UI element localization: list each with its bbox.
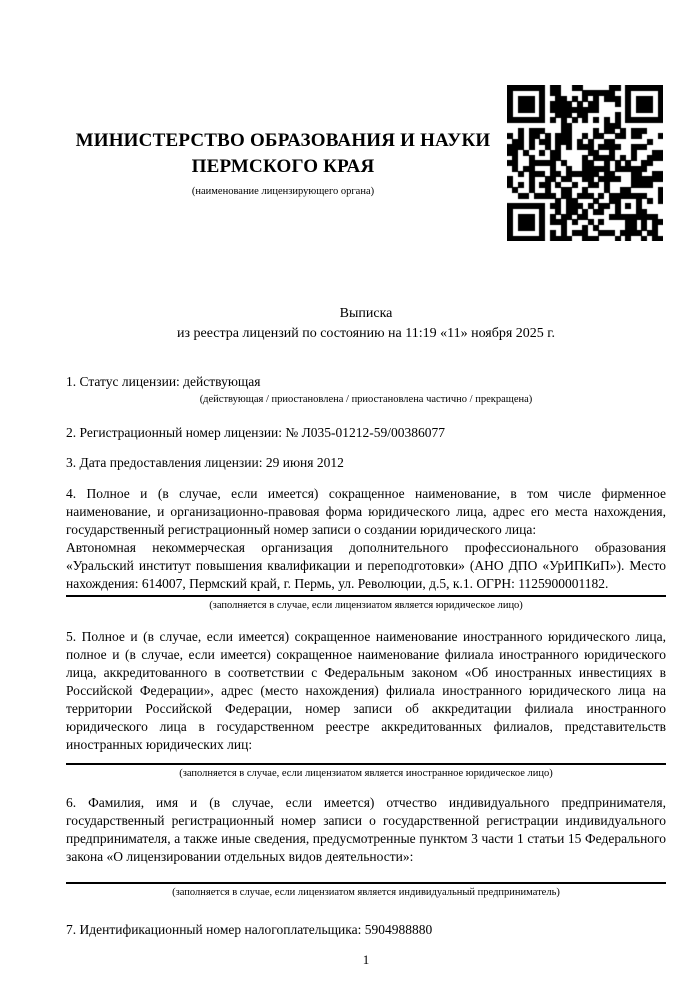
ministry-name-line1: МИНИСТЕРСТВО ОБРАЗОВАНИЯ И НАУКИ [75,130,491,151]
item-6-blank-answer-line [66,882,666,884]
title-line1: Выписка [339,306,393,321]
item-7-taxpayer-id: 7. Идентификационный номер налогоплательщика: 5904988880 [66,922,433,937]
item-2-registration-number: 2. Регистрационный номер лицензии: № Л035-01212-59/00386077 [66,425,446,440]
ministry-name-line2: ПЕРМСКОГО КРАЯ [191,156,375,177]
document-body [66,300,666,969]
item-3-license-date: 3. Дата предоставления лицензии: 29 июня 2012 [66,455,344,470]
page-number: 1 [362,952,370,967]
qr-code-icon [507,85,663,241]
item-5-foreign-entity-question: 5. Полное и (в случае, если имеется) сокращенное наименование иностранного юридического лица, полное и (в случае, если имеется) сокращенное наименование филиала иностранного юридического лица, аккредитованного в соответствии с Федеральным законом «Об иностранных инвестициях в Российской Федерации», адрес (место нахождения) филиала иностранного юридического лица на территории Российской Федерации, номер записи об аккредитации филиала иностранного юридического лица в государственном реестре аккредитованных филиалов, представительств иностранных юридических лиц: [66,629,666,752]
item-4-legal-entity-answer: Автономная некоммерческая организация дополнительного профессионального образования «Уральский институт повышения квалификации и переподготовки» (АНО ДПО «УрИПКиП»). Место нахождения: 614007, Пермский край, г. Пермь, ул. Революции, д.5, к.1. ОГРН: 1125900001182. [66,539,666,597]
item-6-note: (заполняется в случае, если лицензиатом является индивидуальный предприниматель) [172,887,560,898]
licensing-authority-header [66,128,500,198]
item-1-note: (действующая / приостановлена / приостановлена частично / прекращена) [199,394,533,405]
title-line2: из реестра лицензий по состоянию на 11:19 «11» ноября 2025 г. [177,326,555,341]
item-4-legal-entity-question: 4. Полное и (в случае, если имеется) сокращенное наименование, в том числе фирменное наименование, и организационно-правовая форма юридического лица, адрес его места нахождения, государственный регистрационный номер записи о создании юридического лица: [66,486,666,537]
document-title [66,304,666,344]
item-4-note: (заполняется в случае, если лицензиатом является юридическое лицо) [209,600,523,611]
ministry-name-note: (наименование лицензирующего органа) [191,186,375,197]
item-1-license-status: 1. Статус лицензии: действующая [66,374,261,389]
item-6-entrepreneur-question: 6. Фамилия, имя и (в случае, если имеется) отчество индивидуального предпринимателя, государственный регистрационный номер записи о государственной регистрации индивидуального предпринимателя, а также иные сведения, предусмотренные пунктом 3 части 1 статьи 15 Федерального закона «О лицензировании отдельных видов деятельности»: [66,795,666,864]
item-5-note: (заполняется в случае, если лицензиатом является иностранное юридическое лицо) [179,768,553,779]
item-5-blank-answer-line [66,763,666,765]
